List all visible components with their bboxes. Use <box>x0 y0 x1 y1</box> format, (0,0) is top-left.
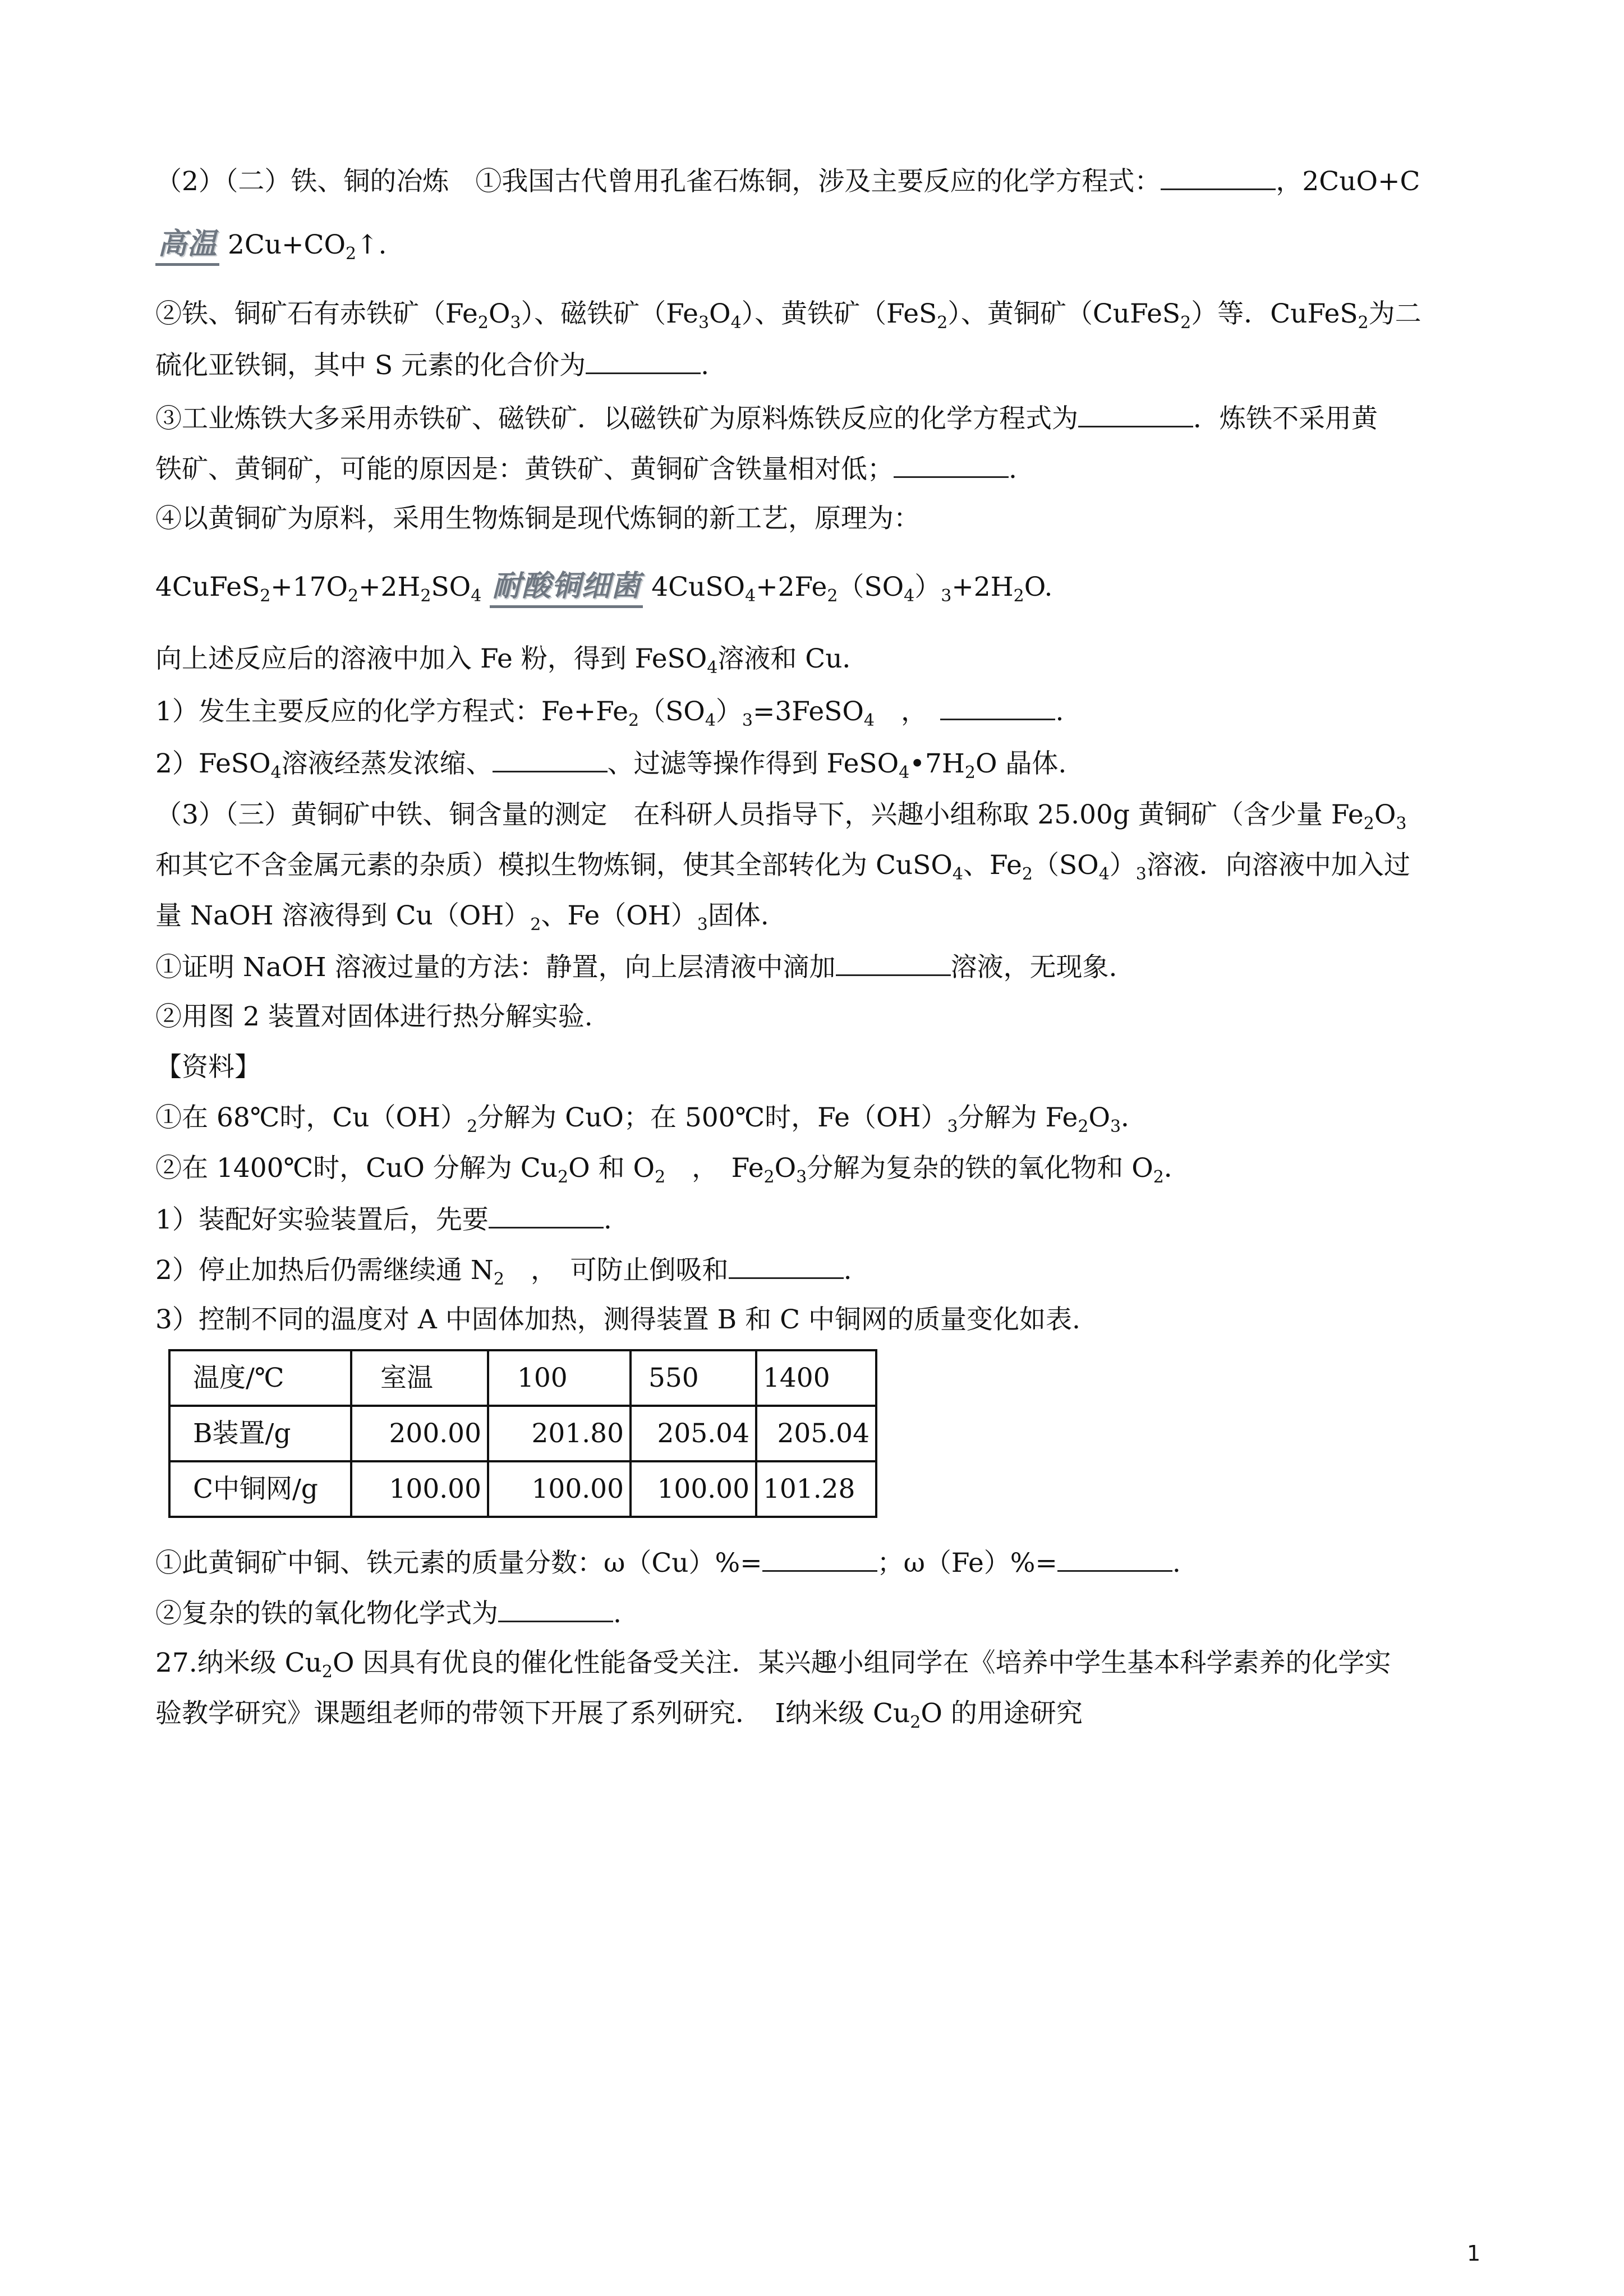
subscript: 3 <box>947 1117 958 1137</box>
text-segment: 2）FeSO <box>155 748 271 779</box>
table-cell: C中铜网/g <box>169 1461 351 1517</box>
subscript: 2 <box>420 586 431 606</box>
subscript: 3 <box>1110 1117 1121 1137</box>
text-segment: 、过滤等操作得到 FeSO <box>607 748 899 779</box>
text-segment: O 和 O <box>568 1153 655 1184</box>
text-segment: +2Fe <box>756 572 827 602</box>
step-1 <box>155 1202 612 1237</box>
table-cell: 室温 <box>351 1350 488 1406</box>
subscript: 3 <box>796 1167 807 1187</box>
text-segment: . <box>603 1204 612 1235</box>
text-segment: O <box>1088 1102 1111 1133</box>
answer-blank[interactable] <box>1078 401 1193 427</box>
iron-line <box>155 401 1378 436</box>
info-line-1 <box>155 1101 1147 1135</box>
text-segment: 、Fe（OH） <box>541 900 697 931</box>
bio-equation <box>155 567 1052 608</box>
text-segment: O <box>488 298 510 329</box>
info-line-2 <box>155 1152 1190 1185</box>
text-segment: ， Fe <box>665 1153 764 1184</box>
text-segment: 【资料】 <box>155 1052 261 1083</box>
subscript: 3 <box>510 313 521 333</box>
iron-line-2 <box>155 452 1017 486</box>
text-segment: SO <box>431 572 471 602</box>
subscript: 2 <box>1358 313 1369 333</box>
table-cell: 温度/℃ <box>169 1350 351 1406</box>
subscript: 2 <box>964 763 976 783</box>
text-segment: ， <box>874 696 941 727</box>
subscript: 2 <box>530 915 541 935</box>
subscript: 2 <box>477 313 489 333</box>
answer-blank[interactable] <box>489 1202 604 1228</box>
subscript: 3 <box>941 586 952 606</box>
text-segment: 硫化亚铁铜，其中 S 元素的化合价为 <box>155 350 586 381</box>
table-cell: 100.00 <box>488 1461 631 1517</box>
table-cell: 200.00 <box>351 1406 488 1461</box>
text-segment: . <box>1172 1548 1181 1579</box>
text-segment: ）、磁铁矿（Fe <box>521 298 698 329</box>
mass-change-table <box>168 1349 877 1518</box>
subscript: 4 <box>730 313 742 333</box>
section3-line-2 <box>155 849 1410 882</box>
text-segment: 分解为复杂的铁的氧化物和 O <box>807 1153 1153 1184</box>
text-segment: 2）停止加热后仍需继续通 N <box>155 1255 494 1286</box>
text-segment: =3FeSO <box>753 696 864 727</box>
answer-blank[interactable] <box>729 1253 844 1279</box>
answer-blank[interactable] <box>940 694 1055 720</box>
subscript: 2 <box>827 586 838 606</box>
subscript: 2 <box>558 1167 569 1187</box>
equation-line <box>155 224 387 266</box>
subscript: 2 <box>1180 313 1191 333</box>
text-segment: O 因具有优良的催化性能备受关注．某兴趣小组同学在《培养中学生基本科学素养的化学实 <box>333 1648 1391 1678</box>
subscript: 2 <box>348 586 359 606</box>
text-segment: . <box>701 350 710 381</box>
text-segment: ①在 68℃时，Cu（OH） <box>155 1102 467 1133</box>
text-segment: . <box>1055 696 1064 727</box>
answer-blank[interactable] <box>836 950 951 976</box>
fig2-line <box>155 1000 593 1034</box>
q27-line-2 <box>155 1697 1083 1731</box>
subscript: 2 <box>628 711 640 730</box>
table-row <box>169 1406 876 1461</box>
text-segment: +2H <box>951 572 1014 602</box>
text-segment: 4CuFeS <box>155 572 260 602</box>
fe-add-line <box>155 642 869 676</box>
subscript: 2 <box>1363 814 1374 834</box>
text-segment: 4CuSO <box>651 572 746 602</box>
text-segment: O <box>774 1153 797 1184</box>
text-segment: 溶液和 Cu． <box>717 643 869 674</box>
text-segment: 溶液经蒸发浓缩、 <box>281 748 493 779</box>
text-segment: （3）（三）黄铜矿中铁、铜含量的测定 在科研人员指导下，兴趣小组称取 25.00g 黄铜矿（含少量 Fe <box>155 799 1364 830</box>
section3-line-1 <box>155 798 1406 832</box>
text-segment: ） <box>914 572 941 602</box>
subscript: 3 <box>1135 864 1147 884</box>
text-segment: 分解为 CuO；在 500℃时，Fe（OH） <box>477 1102 947 1133</box>
answer-blank[interactable] <box>894 452 1009 478</box>
table-cell: 100.00 <box>631 1461 756 1517</box>
text-segment: 量 NaOH 溶液得到 Cu（OH） <box>155 900 531 931</box>
subscript: 2 <box>1153 1167 1164 1187</box>
subscript: 4 <box>1098 864 1110 884</box>
table-cell: 205.04 <box>756 1406 876 1461</box>
text-segment: O 晶体. <box>975 748 1067 779</box>
text-segment: ②在 1400℃时，CuO 分解为 Cu <box>155 1153 558 1184</box>
text-segment: ③工业炼铁大多采用赤铁矿、磁铁矿．以磁铁矿为原料炼铁反应的化学方程式为 <box>155 403 1078 434</box>
subscript: 2 <box>1022 864 1033 884</box>
text-segment: 3）控制不同的温度对 A 中固体加热，测得装置 B 和 C 中铜网的质量变化如表. <box>155 1304 1080 1335</box>
q2-line <box>155 746 1066 781</box>
table-row <box>169 1350 876 1406</box>
text-segment: ，2CuO+C <box>1276 166 1420 197</box>
table-cell: 100.00 <box>351 1461 488 1517</box>
subscript: 4 <box>705 711 716 730</box>
subscript: 2 <box>763 1167 775 1187</box>
answer-line-1 <box>155 1545 1181 1580</box>
ores-line <box>155 297 1421 331</box>
text-segment: 分解为 Fe <box>958 1102 1078 1133</box>
table-cell: 550 <box>631 1350 756 1406</box>
answer-blank[interactable] <box>762 1545 877 1572</box>
text-segment: ） <box>1109 850 1136 881</box>
text-segment: ． <box>1121 1102 1148 1133</box>
table-cell: 205.04 <box>631 1406 756 1461</box>
subscript: 3 <box>698 313 710 333</box>
step-2 <box>155 1253 852 1287</box>
text-segment: ②复杂的铁的氧化物化学式为 <box>155 1598 498 1629</box>
subscript: 4 <box>270 763 282 783</box>
text-segment: （2）（二）铁、铜的冶炼 ①我国古代曾用孔雀石炼铜，涉及主要反应的化学方程式： <box>155 166 1161 197</box>
text-segment: 1）发生主要反应的化学方程式：Fe+Fe <box>155 696 628 727</box>
text-segment: （SO <box>838 572 904 602</box>
subscript: 4 <box>471 586 482 606</box>
text-segment: 铁矿、黄铜矿，可能的原因是：黄铁矿、黄铜矿含铁量相对低； <box>155 454 894 485</box>
text-segment: ②用图 2 装置对固体进行热分解实验. <box>155 1001 593 1032</box>
text-segment: 为二 <box>1368 298 1421 329</box>
q27-line-1 <box>155 1646 1391 1680</box>
text-segment: . <box>613 1598 622 1629</box>
text-segment: •7H <box>909 748 965 779</box>
reaction-condition: 耐酸铜细菌 <box>490 567 643 608</box>
text-segment: ）、黄铜矿（CuFeS <box>947 298 1181 329</box>
answer-blank[interactable] <box>586 348 701 374</box>
text-segment: ） <box>715 696 742 727</box>
text-segment: （SO <box>1032 850 1099 881</box>
text-segment: +17O <box>270 572 348 602</box>
section2-intro-line <box>155 164 1420 199</box>
text-segment: ． <box>1163 1153 1190 1184</box>
text-segment: O <box>709 298 731 329</box>
table-cell: 101.28 <box>756 1461 876 1517</box>
section3-line-3 <box>155 899 769 933</box>
answer-blank[interactable] <box>1161 164 1276 190</box>
text-segment: 向上述反应后的溶液中加入 Fe 粉，得到 FeSO <box>155 643 707 674</box>
text-segment: ）、黄铁矿（FeS <box>741 298 937 329</box>
page-number: 1 <box>1467 2241 1481 2266</box>
step-3 <box>155 1303 1080 1337</box>
text-segment: ④以黄铜矿为原料，采用生物炼铜是现代炼铜的新工艺，原理为： <box>155 503 920 534</box>
subscript: 3 <box>742 711 753 730</box>
table-cell: B装置/g <box>169 1406 351 1461</box>
text-segment: O. <box>1024 572 1053 602</box>
text-segment: 27.纳米级 Cu <box>155 1648 322 1678</box>
text-segment: 2Cu+CO <box>227 229 346 260</box>
subscript: 2 <box>910 1713 921 1732</box>
text-segment: O 的用途研究 <box>921 1698 1083 1729</box>
text-segment: ↑. <box>356 229 387 260</box>
reaction-condition: 高温 <box>155 224 219 266</box>
text-segment: 和其它不含金属元素的杂质）模拟生物炼铜，使其全部转化为 CuSO <box>155 850 953 881</box>
subscript: 2 <box>345 244 357 264</box>
answer-line-2 <box>155 1596 622 1631</box>
text-segment: ．炼铁不采用黄 <box>1193 403 1378 434</box>
text-segment: ， 可防止倒吸和 <box>504 1255 729 1286</box>
text-segment: . <box>843 1255 852 1286</box>
subscript: 2 <box>321 1662 333 1682</box>
subscript: 4 <box>952 864 963 884</box>
answer-blank[interactable] <box>1057 1545 1172 1572</box>
text-segment: +2H <box>358 572 421 602</box>
subscript: 4 <box>745 586 756 606</box>
text-segment: （SO <box>639 696 705 727</box>
subscript: 3 <box>1396 814 1407 834</box>
text-segment: . <box>1009 454 1017 485</box>
subscript: 2 <box>1013 586 1024 606</box>
subscript: 2 <box>467 1117 478 1137</box>
bio-line <box>155 502 920 536</box>
table-row <box>169 1461 876 1517</box>
info-title <box>155 1051 261 1084</box>
answer-blank[interactable] <box>493 746 608 772</box>
text-segment: 固体. <box>707 900 769 931</box>
subscript: 2 <box>1078 1117 1089 1137</box>
text-segment: ①此黄铜矿中铜、铁元素的质量分数：ω（Cu）%= <box>155 1548 762 1579</box>
table-cell: 201.80 <box>488 1406 631 1461</box>
table-cell: 100 <box>488 1350 631 1406</box>
text-segment: 1）装配好实验装置后，先要 <box>155 1204 489 1235</box>
ores-line-2 <box>155 348 709 383</box>
subscript: 2 <box>493 1269 505 1289</box>
text-segment: ①证明 NaOH 溶液过量的方法：静置，向上层清液中滴加 <box>155 952 836 983</box>
subscript: 4 <box>904 586 915 606</box>
text-segment: O <box>1374 799 1396 830</box>
text-segment: ；ω（Fe）%= <box>877 1548 1057 1579</box>
text-segment: 溶液，无现象. <box>950 952 1117 983</box>
text-segment: 溶液．向溶液中加入过 <box>1146 850 1410 881</box>
table-cell: 1400 <box>756 1350 876 1406</box>
text-segment: ）等．CuFeS <box>1191 298 1358 329</box>
q1-line <box>155 694 1064 729</box>
subscript: 2 <box>260 586 271 606</box>
text-segment: 、Fe <box>963 850 1022 881</box>
subscript: 2 <box>655 1167 666 1187</box>
subscript: 4 <box>707 658 718 678</box>
text-segment: ②铁、铜矿石有赤铁矿（Fe <box>155 298 478 329</box>
answer-blank[interactable] <box>498 1596 613 1622</box>
subscript: 3 <box>697 915 708 935</box>
text-segment: 验教学研究》课题组老师的带领下开展了系列研究． Ⅰ纳米级 Cu <box>155 1698 910 1729</box>
subscript: 2 <box>937 313 948 333</box>
subscript: 4 <box>863 711 875 730</box>
naoh-line <box>155 950 1117 984</box>
subscript: 4 <box>899 763 910 783</box>
